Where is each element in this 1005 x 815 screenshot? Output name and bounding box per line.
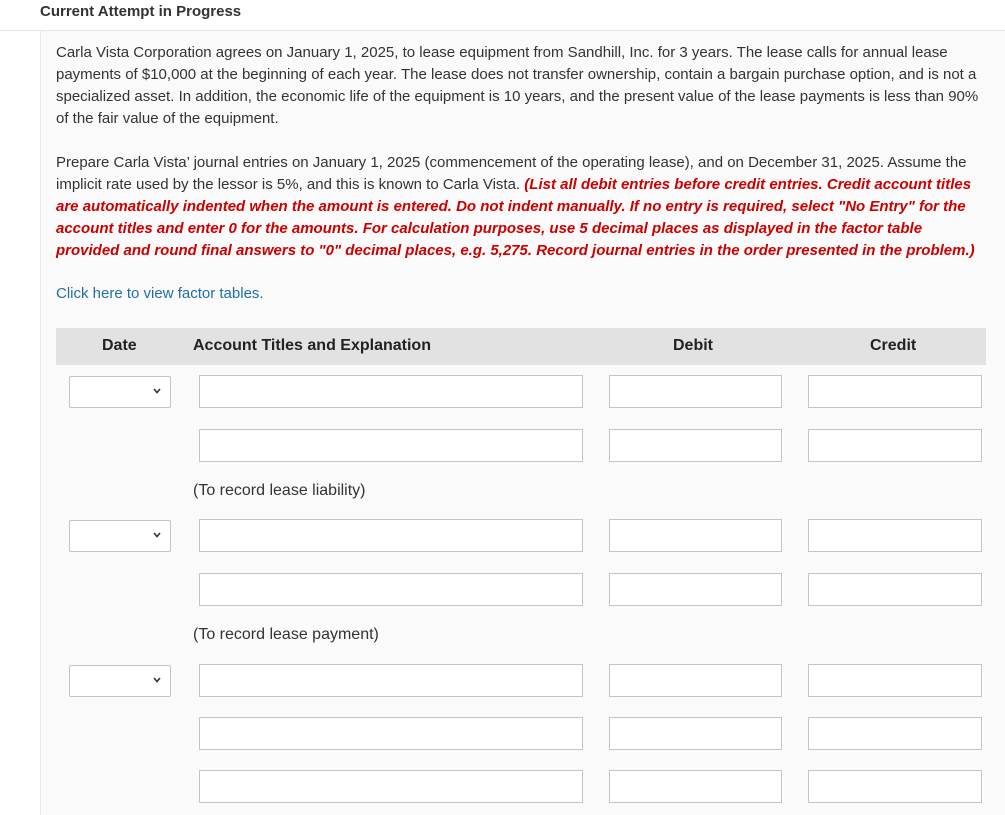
credit-input-3c[interactable]: [808, 770, 982, 803]
journal-table-header: [56, 328, 986, 365]
attempt-title: Current Attempt in Progress: [40, 3, 242, 20]
entry-explanation-2: (To record lease payment): [193, 626, 379, 643]
account-title-input-1b[interactable]: [199, 429, 583, 462]
header-account-titles: Account Titles and Explanation: [193, 337, 431, 354]
header-debit: Debit: [673, 337, 713, 354]
account-title-input-2a[interactable]: [199, 519, 583, 552]
account-title-input-2b[interactable]: [199, 573, 583, 606]
chevron-down-icon: [152, 386, 162, 396]
credit-input-3b[interactable]: [808, 717, 982, 750]
account-title-input-1a[interactable]: [199, 375, 583, 408]
factor-tables-link[interactable]: Click here to view factor tables.: [56, 285, 264, 302]
date-select-1[interactable]: [69, 376, 171, 408]
problem-paragraph-2: [56, 152, 981, 262]
date-select-3[interactable]: [69, 665, 171, 697]
credit-input-2a[interactable]: [808, 519, 982, 552]
header-date: Date: [102, 337, 137, 354]
debit-input-3a[interactable]: [609, 664, 782, 697]
credit-input-2b[interactable]: [808, 573, 982, 606]
problem-paragraph-2-text: Prepare Carla Vista’ journal entries on January 1, 2025 (commencement of the operating lease), and on December 31, 2025. Assume the implicit rate used by the lessor is 5%, and this is known to Carla Vista.: [56, 154, 967, 193]
chevron-down-icon: [152, 530, 162, 540]
problem-instructions: (List all debit entries before credit entries. Credit account titles are automatically indented when the amount is entered. Do not indent manually. If no entry is required, select "No Entry" for the account titles and enter 0 for the amounts. For calculation purposes, use 5 decimal places as displayed in the factor table provided and round final answers to "0" decimal places, e.g. 5,275. Record journal entries in the order presented in the problem.): [56, 176, 975, 259]
date-select-2[interactable]: [69, 520, 171, 552]
problem-paragraph-1: Carla Vista Corporation agrees on January 1, 2025, to lease equipment from Sandhill, Inc. for 3 years. The lease calls for annual lease payments of $10,000 at the beginning of each year. The lease does not transfer ownership, contain a bargain purchase option, and is not a specialized asset. In addition, the economic life of the equipment is 10 years, and the present value of the lease payments is less than 90% of the fair value of the equipment.: [56, 44, 979, 127]
question-panel: [40, 31, 1005, 815]
debit-input-1a[interactable]: [609, 375, 782, 408]
account-title-input-3c[interactable]: [199, 770, 583, 803]
chevron-down-icon: [152, 675, 162, 685]
attempt-header: [0, 0, 1005, 31]
debit-input-2b[interactable]: [609, 573, 782, 606]
credit-input-1b[interactable]: [808, 429, 982, 462]
debit-input-3c[interactable]: [609, 770, 782, 803]
account-title-input-3b[interactable]: [199, 717, 583, 750]
credit-input-3a[interactable]: [808, 664, 982, 697]
debit-input-3b[interactable]: [609, 717, 782, 750]
entry-explanation-1: (To record lease liability): [193, 482, 366, 499]
debit-input-1b[interactable]: [609, 429, 782, 462]
account-title-input-3a[interactable]: [199, 664, 583, 697]
header-credit: Credit: [870, 337, 917, 354]
debit-input-2a[interactable]: [609, 519, 782, 552]
credit-input-1a[interactable]: [808, 375, 982, 408]
